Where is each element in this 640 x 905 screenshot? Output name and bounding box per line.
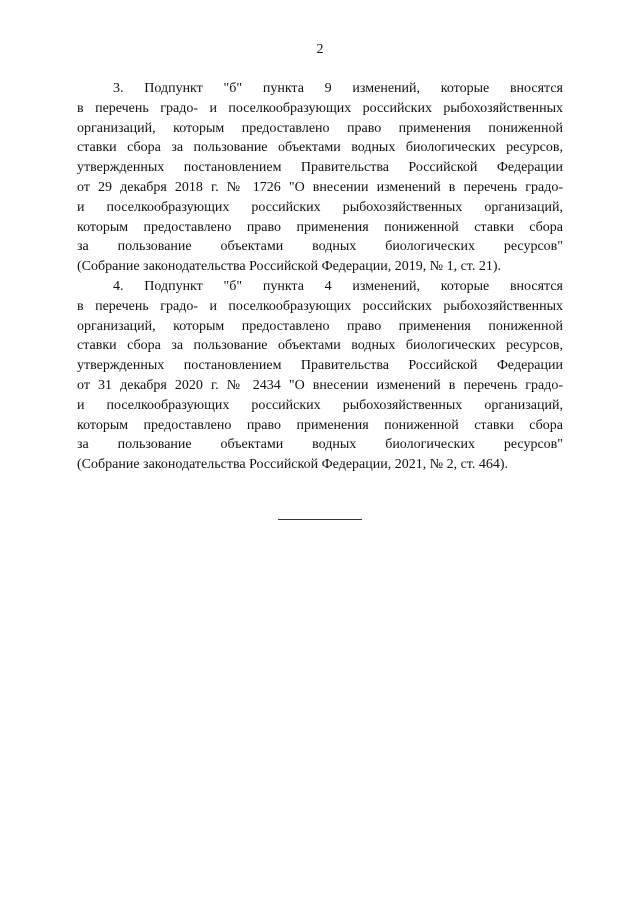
- document-body: [77, 79, 563, 475]
- text-line: в перечень градо- и поселкообразующих российских рыбохозяйственных: [77, 298, 563, 314]
- paragraph-item-3: [77, 79, 563, 277]
- text-line: ставки сбора за пользование объектами водных биологических ресурсов,: [77, 338, 563, 354]
- page-number: 2: [316, 42, 324, 57]
- text-line: (Собрание законодательства Российской Федерации, 2021, № 2, ст. 464).: [77, 457, 509, 473]
- text-line: за пользование объектами водных биологических ресурсов": [77, 239, 563, 255]
- text-line: в перечень градо- и поселкообразующих российских рыбохозяйственных: [77, 100, 563, 116]
- text-line: 4. Подпункт "б" пункта 4 изменений, которые вносятся: [113, 278, 563, 294]
- end-separator-line: [278, 519, 362, 520]
- paragraph-item-4: [77, 277, 563, 475]
- text-line: и поселкообразующих российских рыбохозяйственных организаций,: [77, 199, 563, 215]
- text-line: и поселкообразующих российских рыбохозяйственных организаций,: [77, 397, 563, 413]
- text-line: 3. Подпункт "б" пункта 9 изменений, которые вносятся: [113, 81, 563, 96]
- text-line: от 29 декабря 2018 г. № 1726 "О внесении изменений в перечень градо-: [77, 179, 563, 195]
- text-line: которым предоставлено право применения пониженной ставки сбора: [77, 219, 563, 235]
- text-line: от 31 декабря 2020 г. № 2434 "О внесении изменений в перечень градо-: [77, 377, 563, 393]
- text-line: утвержденных постановлением Правительства Российской Федерации: [77, 358, 563, 374]
- text-line: (Собрание законодательства Российской Федерации, 2019, № 1, ст. 21).: [77, 259, 502, 275]
- text-line: которым предоставлено право применения пониженной ставки сбора: [77, 417, 563, 433]
- text-line: организаций, которым предоставлено право применения пониженной: [77, 318, 563, 334]
- text-line: ставки сбора за пользование объектами водных биологических ресурсов,: [77, 140, 563, 156]
- text-line: утвержденных постановлением Правительства Российской Федерации: [77, 160, 563, 176]
- text-line: организаций, которым предоставлено право применения пониженной: [77, 120, 563, 136]
- text-line: за пользование объектами водных биологических ресурсов": [77, 437, 563, 453]
